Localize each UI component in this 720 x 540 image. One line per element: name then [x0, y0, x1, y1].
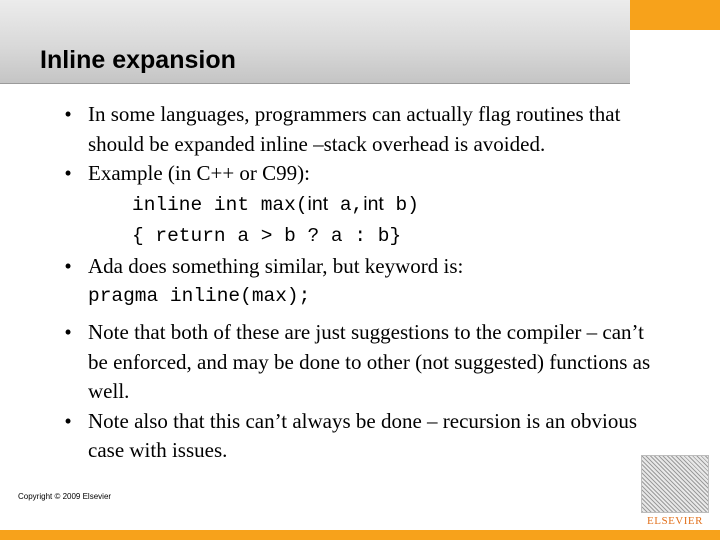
- bullet-text: Note that both of these are just suggestions to the compiler – can’t be enforced, and may be done to other (not suggested) functions as well.: [88, 320, 651, 403]
- bullet-dot: •: [64, 102, 72, 126]
- tree-logo-icon: [641, 455, 709, 513]
- bullet-dot: •: [64, 253, 72, 278]
- bullet-item: [58, 100, 668, 159]
- code-keyword: int: [363, 192, 384, 215]
- bullet-dot: •: [64, 161, 72, 185]
- copyright-text: Copyright © 2009 Elsevier: [18, 492, 112, 501]
- bullet-item: [58, 407, 668, 466]
- accent-white-block: [630, 30, 720, 84]
- elsevier-logo: [640, 455, 710, 531]
- accent-bottom-bar: [0, 530, 720, 540]
- accent-orange-block: [630, 0, 720, 30]
- code-segment: inline int max(: [132, 193, 308, 216]
- bullet-item: [58, 252, 668, 282]
- bullet-dot: •: [64, 408, 72, 433]
- slide-title: Inline expansion: [40, 46, 236, 74]
- bullet-item: [58, 159, 668, 189]
- code-line: pragma inline(max);: [88, 285, 311, 307]
- bullet-text: Note also that this can’t always be done – recursion is an obvious case with issues.: [88, 408, 637, 462]
- code-line: [58, 189, 668, 221]
- bullet-item: [58, 318, 668, 407]
- bullet-text: In some languages, programmers can actually flag routines that should be expanded inline –stack overhead is avoided.: [88, 102, 621, 156]
- bullet-dot: •: [64, 320, 72, 344]
- code-line: [58, 221, 668, 252]
- bullet-text: Example (in C++ or C99):: [88, 161, 310, 185]
- code-segment: a,: [328, 193, 364, 216]
- slide-content: [58, 100, 668, 466]
- code-segment: b): [383, 193, 419, 216]
- title-bar: [0, 0, 630, 84]
- bullet-text: Ada does something similar, but keyword is:: [88, 253, 464, 278]
- code-segment: { return a > b ? a : b}: [132, 224, 402, 247]
- logo-wordmark: ELSEVIER: [647, 515, 703, 527]
- code-keyword: int: [307, 192, 329, 215]
